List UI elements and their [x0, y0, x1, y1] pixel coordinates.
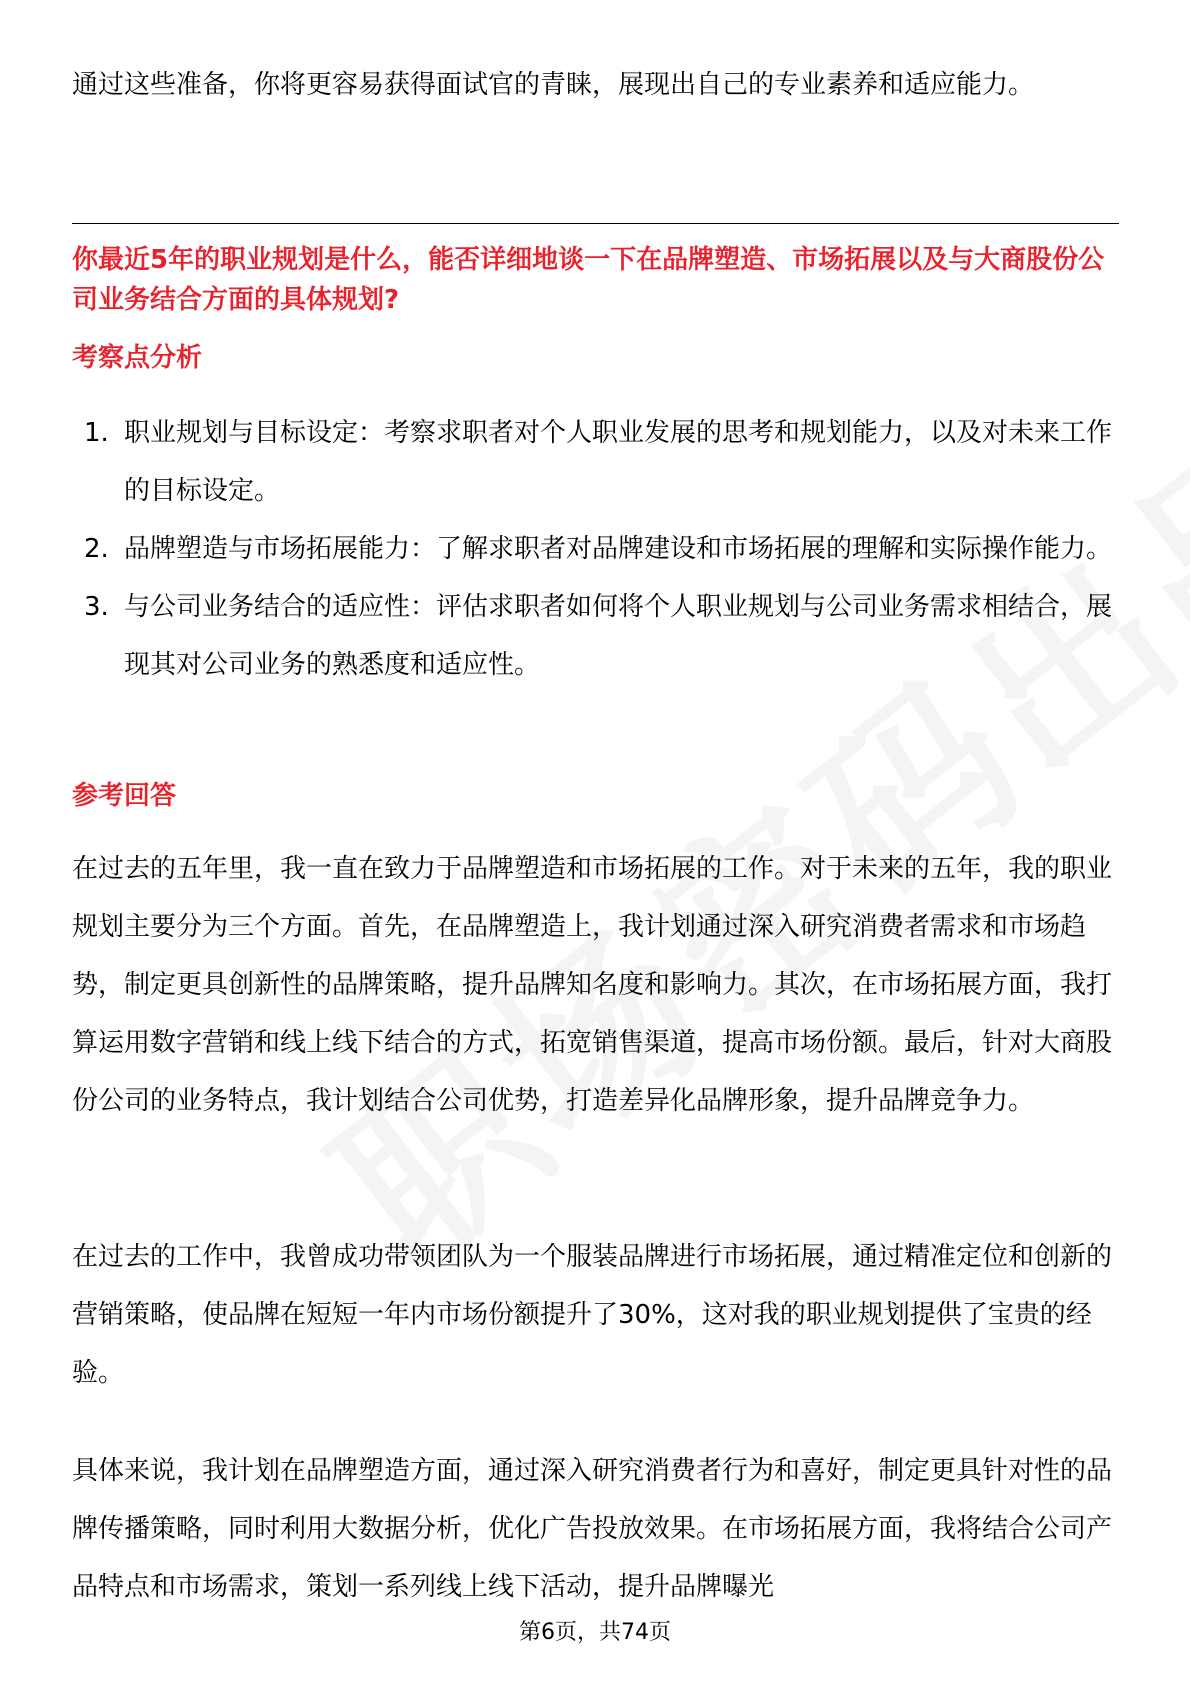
list-item-number: 1. — [84, 418, 109, 448]
intro-paragraph: 通过这些准备，你将更容易获得面试官的青睐，展现出自己的专业素养和适应能力。 — [72, 70, 1035, 100]
list-item-text: 与公司业务结合的适应性：评估求职者如何将个人职业规划与公司业务需求相结合，展现其对公司业务的熟悉度和适应性。 — [124, 592, 1113, 680]
page-number-footer: 第6页，共74页 — [519, 1620, 671, 1645]
answer-paragraph: 在过去的五年里，我一直在致力于品牌塑造和市场拓展的工作。对于未来的五年，我的职业规划主要分为三个方面。首先，在品牌塑造上，我计划通过深入研究消费者需求和市场趋势，制定更具创新性的品牌策略，提升品牌知名度和影响力。其次，在市场拓展方面，我打算运用数字营销和线上线下结合的方式，拓宽销售渠道，提高市场份额。最后，针对大商股份公司的业务特点，我计划结合公司优势，打造差异化品牌形象，提升品牌竞争力。 — [72, 854, 1113, 1116]
list-item — [72, 578, 1122, 694]
analysis-list — [72, 404, 1122, 694]
list-item-text: 职业规划与目标设定：考察求职者对个人职业发展的思考和规划能力，以及对未来工作的目标设定。 — [124, 418, 1113, 506]
list-item-number: 2. — [84, 534, 109, 564]
list-item — [72, 520, 1122, 578]
answer-paragraph: 在过去的工作中，我曾成功带领团队为一个服装品牌进行市场拓展，通过精准定位和创新的营销策略，使品牌在短短一年内市场份额提升了30%，这对我的职业规划提供了宝贵的经验。 — [72, 1242, 1113, 1388]
analysis-heading: 考察点分析 — [72, 343, 203, 373]
question-heading: 你最近5年的职业规划是什么，能否详细地谈一下在品牌塑造、市场拓展以及与大商股份公司业务结合方面的具体规划? — [72, 245, 1105, 315]
list-item-text: 品牌塑造与市场拓展能力：了解求职者对品牌建设和市场拓展的理解和实际操作能力。 — [124, 534, 1113, 564]
list-item-number: 3. — [84, 592, 109, 622]
section-divider — [72, 223, 1119, 224]
answer-paragraph: 具体来说，我计划在品牌塑造方面，通过深入研究消费者行为和喜好，制定更具针对性的品牌传播策略，同时利用大数据分析，优化广告投放效果。在市场拓展方面，我将结合公司产品特点和市场需求，策划一系列线上线下活动，提升品牌曝光 — [72, 1456, 1113, 1602]
answer-heading: 参考回答 — [72, 781, 177, 811]
list-item — [72, 404, 1122, 520]
